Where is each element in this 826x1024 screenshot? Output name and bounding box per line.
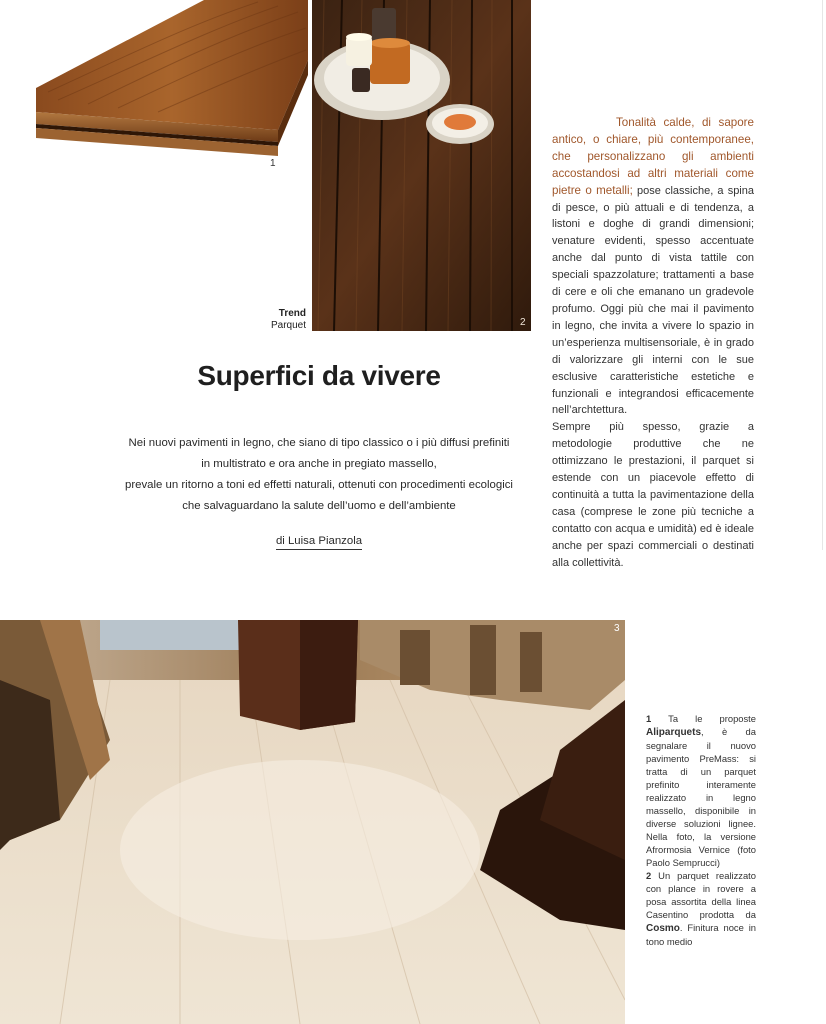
body-paragraph-2: Sempre più spesso, grazie a metodologie produttive che ne ottimizzano le prestazioni, il parquet si estende con un piacevole effetto di continuità a tutta la pavimentazione della casa (comprese le zone più tecniche a contatto con acqua e umidità) ed è ideale anche per spazi commerciali o destinati alla collettività.	[552, 421, 754, 569]
subtitle-line: che salvaguardano la salute dell’uomo e dell’ambiente	[182, 500, 456, 512]
caption-2-brand: Cosmo	[646, 923, 680, 934]
subtitle-line: in multistrato e ora anche in pregiato massello,	[201, 458, 437, 470]
photo-shop-floor	[0, 620, 625, 1024]
caption-1-pre: Ta le proposte	[651, 713, 756, 724]
body-column	[552, 115, 754, 571]
subtitle-line: Nei nuovi pavimenti in legno, che siano di tipo classico o i più diffusi prefiniti	[128, 437, 510, 449]
caption-1	[646, 712, 756, 869]
body-paragraph-1	[552, 115, 754, 419]
body-para1-rest: pose classiche, a spina di pesce, o più attuali e di tendenza, a listoni e doghe di grandi dimensioni; venature evidenti, spesso accentuate anche dal punto di vista tattile con speciali spazzolature; trattamenti a base di cere e oli che emanano un gradevole profumo. Oggi più che mai il pavimento in legno, che invita a vivere lo spazio in un’esperienza multisensoriale, è in grado di valorizzare gli interni con le sue esclusive caratteristiche estetiche e funzionali e integrandosi efficacemente nell’archtettura.	[552, 184, 754, 417]
author-byline: di Luisa Pianzola	[276, 535, 362, 550]
caption-1-text: , è da segnalare il nuovo pavimento PreMass: si tratta di un parquet prefinito interamente realizzato in legno massello, disponibile in diverse soluzioni lignee. Nella foto, la versione Afrormosia Vernice (foto Paolo Semprucci)	[646, 726, 756, 868]
article-author	[120, 535, 518, 547]
brand-label-line2: Parquet	[270, 320, 306, 331]
caption-1-brand: Aliparquets	[646, 727, 702, 738]
body-lead: Tonalità calde, di sapore antico, o chiare, più contemporanee, che personalizzano gli ambienti accostandosi ad altri materiali come pietre o metalli;	[552, 116, 754, 197]
subtitle-line: prevale un ritorno a toni ed effetti naturali, ottenuti con procedimenti ecologici	[125, 479, 513, 491]
brand-label	[240, 308, 306, 332]
caption-2	[646, 869, 756, 948]
article-subtitle	[112, 433, 526, 517]
photo-captions	[646, 712, 756, 948]
brand-label-line1: Trend	[278, 308, 306, 319]
photo-wood-plank	[28, 0, 308, 175]
caption-2-text: Un parquet realizzato con plance in rovere a posa assortita della linea Casentino prodotta da	[646, 870, 756, 920]
photo2-number: 2	[520, 317, 526, 328]
photo1-number: 1	[270, 158, 276, 169]
article-title: Superfici da vivere	[197, 360, 441, 391]
caption-2-number: 2	[646, 870, 652, 881]
caption-1-number: 1	[646, 713, 652, 724]
photo-dark-floor	[312, 0, 531, 331]
caption-2-end: . Finitura noce in tono medio	[646, 922, 756, 947]
photo3-number: 3	[614, 623, 620, 634]
page-edge-divider	[822, 0, 823, 550]
